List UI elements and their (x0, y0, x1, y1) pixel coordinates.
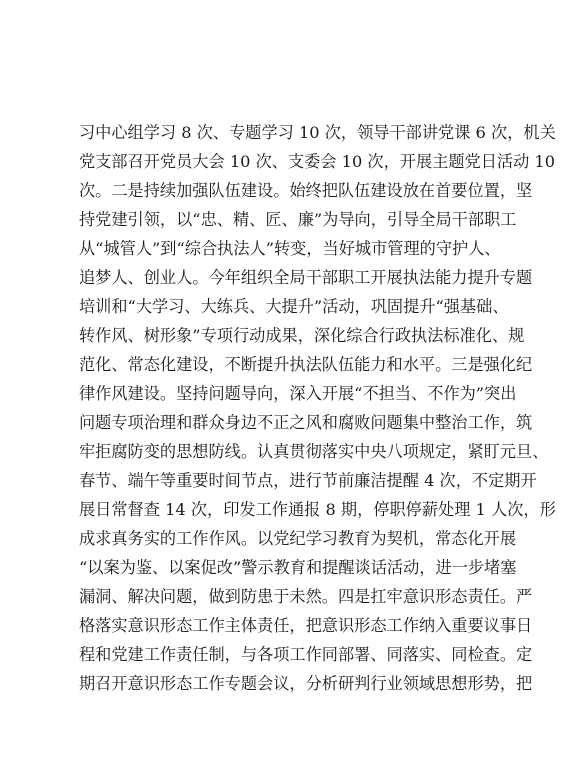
text-line: 漏洞、解决问题，做到防患于未然。四是扛牢意识形态责任。严 (79, 587, 533, 606)
text-line: 培训和“大学习、大练兵、大提升”活动，巩固提升“强基础、 (79, 297, 509, 316)
text-line: 问题专项治理和群众身边不正之风和腐败问题集中整治工作，筑 (79, 413, 533, 432)
text-line: 期召开意识形态工作专题会议，分析研判行业领域思想形势，把 (79, 674, 533, 693)
text-line: 格落实意识形态工作主体责任，把意识形态工作纳入重要议事日 (79, 616, 533, 635)
text-line: 持党建引领，以“忠、精、匠、廉”为导向，引导全局干部职工 (79, 210, 517, 229)
text-line: 追梦人、创业人。今年组织全局干部职工开展执法能力提升专题 (79, 268, 533, 287)
text-line: 党支部召开党员大会 10 次、支委会 10 次，开展主题党日活动 10 (79, 152, 556, 171)
text-line: 展日常督查 14 次，印发工作通报 8 期，停职停薪处理 1 人次，形 (79, 500, 556, 519)
text-line: 转作风、树形象”专项行动成果，深化综合行政执法标准化、规 (79, 326, 525, 345)
text-line: 程和党建工作责任制，与各项工作同部署、同落实、同检查。定 (79, 645, 533, 664)
text-line: 成求真务实的工作作风。以党纪学习教育为契机，常态化开展 (79, 529, 517, 548)
text-line: 律作风建设。坚持问题导向，深入开展“不担当、不作为”突出 (79, 384, 517, 403)
text-line: 春节、端午等重要时间节点，进行节前廉洁提醒 4 次，不定期开 (79, 471, 537, 490)
text-line: 次。二是持续加强队伍建设。始终把队伍建设放在首要位置，坚 (79, 181, 533, 200)
text-line: 牢拒腐防变的思想防线。认真贯彻落实中央八项规定，紧盯元旦、 (79, 442, 549, 461)
body-text (79, 118, 556, 698)
text-line: 习中心组学习 8 次、专题学习 10 次，领导干部讲党课 6 次，机关 (79, 123, 556, 142)
text-line: “以案为鉴、以案促改”警示教育和提醒谈话活动，进一步堵塞 (79, 558, 517, 577)
text-line: 范化、常态化建设，不断提升执法队伍能力和水平。三是强化纪 (79, 355, 533, 374)
text-line: 从“城管人”到“综合执法人”转变，当好城市管理的守护人、 (79, 239, 501, 258)
